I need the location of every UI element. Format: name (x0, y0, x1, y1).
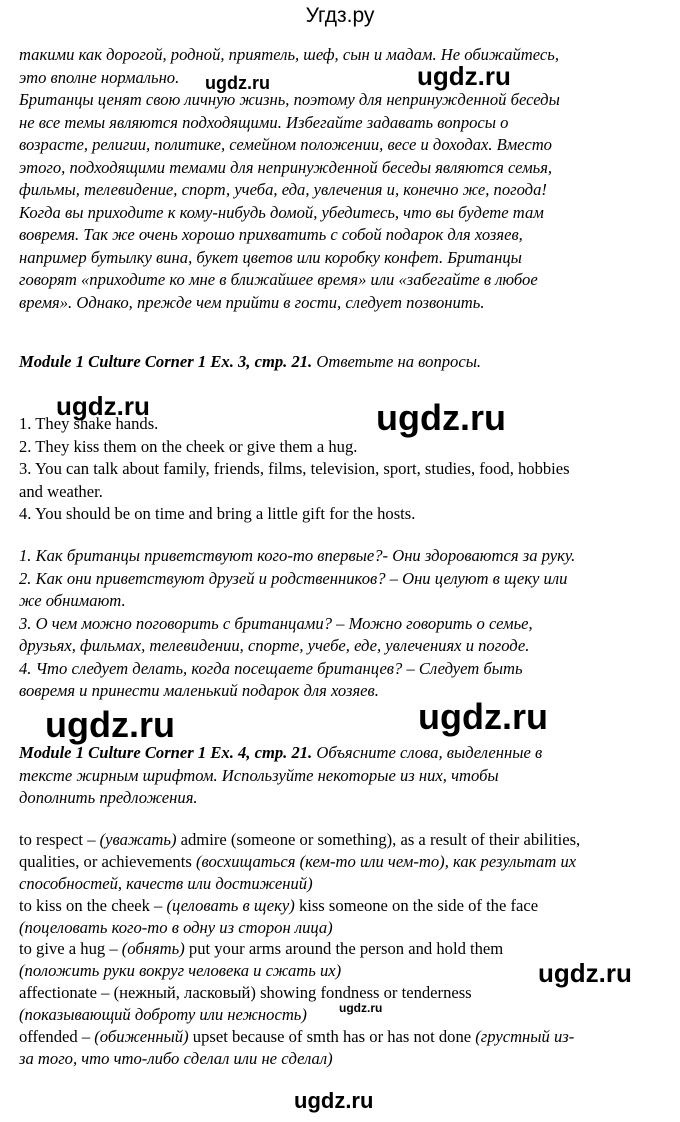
entry-line (19, 829, 664, 851)
ex3-heading-rest: Ответьте на вопросы. (312, 352, 482, 371)
answer-line: 2. They kiss them on the cheek or give them a hug. (19, 436, 358, 456)
ex4-heading-line: дополнить предложения. (19, 788, 198, 807)
entry-translation: (уважать) (99, 830, 177, 849)
entry-term: to respect – (19, 830, 100, 849)
ex3-heading-bold: Module 1 Culture Corner 1 Ex. 3, стр. 21. (19, 352, 313, 371)
site-title[interactable]: Угдз.ру (305, 4, 375, 27)
watermark: ugdz.ru (45, 704, 175, 745)
entry-definition-ru: (грустный из- (475, 1027, 575, 1047)
entry-line: (поцеловать кого-то в одну из сторон лица) (19, 917, 333, 937)
translation-line: 4. Что следует делать, когда посещаете британцев? – Следует быть (19, 658, 523, 678)
intro-line: этого, подходящими темами для непринужденной беседы являются семья, (19, 157, 553, 177)
answer-line: 4. You should be on time and bring a little gift for the hosts. (19, 504, 416, 523)
entry-line (19, 895, 664, 917)
watermark: ugdz.ru (205, 73, 270, 93)
ex4-heading (19, 742, 664, 810)
entry-term: offended – (19, 1027, 95, 1047)
watermark: ugdz.ru (339, 1001, 383, 1015)
intro-text (19, 44, 664, 314)
watermark: ugdz.ru (417, 61, 511, 91)
translation-line: вовремя и принести маленький подарок для хозяев. (19, 681, 379, 700)
watermark: ugdz.ru (56, 391, 150, 421)
intro-line: Когда вы приходите к кому-нибудь домой, убедитесь, что вы будете там (19, 202, 544, 222)
intro-line: говорят «приходите ко мне в ближайшее время» или «забегайте в любое (19, 270, 538, 289)
ex4-entries (19, 829, 664, 1070)
entry-line: affectionate – (нежный, ласковый) showing fondness or tenderness (19, 983, 472, 1003)
entry-translation: (обнять) (121, 939, 185, 959)
entry-definition-ru: (восхищаться (кем-то или чем-то), как результат их (195, 851, 577, 871)
ex4-heading-line: тексте жирным шрифтом. Используйте некоторые из них, чтобы (19, 765, 499, 785)
intro-line: такими как дорогой, родной, приятель, шеф, сын и мадам. Не обижайтесь, (19, 45, 559, 64)
translation-line: 1. Как британцы приветствуют кого-то впервые?- Они здороваются за руку. (19, 546, 576, 565)
entry-term: to kiss on the cheek – (19, 895, 167, 915)
entry-translation: (целовать в щеку) (166, 895, 295, 915)
intro-line: возрасте, религии, политике, семейном положении, весе и доходах. Вместо (19, 135, 552, 154)
entry-definition: upset because of smth has or has not done (188, 1027, 476, 1047)
intro-line: Британцы ценят свою личную жизнь, поэтому для непринужденной беседы (19, 90, 560, 109)
watermark: ugdz.ru (418, 696, 548, 737)
ex4-heading-bold: Module 1 Culture Corner 1 Ex. 4, стр. 21. (19, 743, 313, 762)
entry-line (19, 1026, 664, 1048)
ex4-heading-rest: Объясните слова, выделенные в (312, 743, 543, 762)
entry-definition: qualities, or achievements (19, 851, 196, 871)
entry-definition: put your arms around the person and hold them (184, 939, 504, 959)
entry-term: to give a hug – (19, 939, 122, 959)
watermark: ugdz.ru (294, 1088, 374, 1113)
ex3-translations (19, 545, 664, 703)
intro-line: время». Однако, прежде чем прийти в гости, следует позвонить. (19, 292, 485, 312)
answer-line: 3. You can talk about family, friends, films, television, sport, studies, food, hobbies (19, 459, 570, 478)
entry-translation: (обиженный) (94, 1027, 189, 1047)
intro-line: например бутылку вина, букет цветов или коробку конфет. Британцы (19, 247, 522, 267)
entry-line: (показывающий доброту или нежность) (19, 1005, 307, 1025)
entry-definition: admire (someone or something), as a result of their abilities, (176, 830, 581, 849)
translation-line: друзьях, фильмах, телевидении, спорте, учебе, еде, увлечениях и погоде. (19, 636, 530, 655)
intro-line: это вполне нормально. (19, 67, 180, 87)
translation-line: же обнимают. (19, 591, 126, 610)
entry-line: (положить руки вокруг человека и сжать их) (19, 961, 342, 981)
watermark: ugdz.ru (538, 958, 632, 988)
ex3-heading (19, 351, 664, 374)
intro-line: вовремя. Так же очень хорошо прихватить с собой подарок для хозяев, (19, 225, 523, 244)
entry-line: за того, что что-либо сделал или не сделал) (19, 1048, 333, 1068)
entry-line (19, 851, 664, 873)
intro-line: фильмы, телевидение, спорт, учеба, еда, увлечения и, конечно же, погода! (19, 180, 547, 199)
entry-definition: kiss someone on the side of the face (294, 895, 539, 915)
answer-line: 1. They shake hands. (19, 414, 159, 433)
translation-line: 3. О чем можно поговорить с британцами? – Можно говорить о семье, (19, 613, 533, 633)
translation-line: 2. Как они приветствуют друзей и родственников? – Они целуют в щеку или (19, 568, 568, 588)
ex3-answers (19, 413, 664, 526)
entry-line: способностей, качеств или достижений) (19, 873, 313, 893)
intro-line: не все темы являются подходящими. Избегайте задавать вопросы о (19, 112, 509, 132)
watermark: ugdz.ru (376, 397, 506, 438)
answer-line: and weather. (19, 481, 103, 501)
